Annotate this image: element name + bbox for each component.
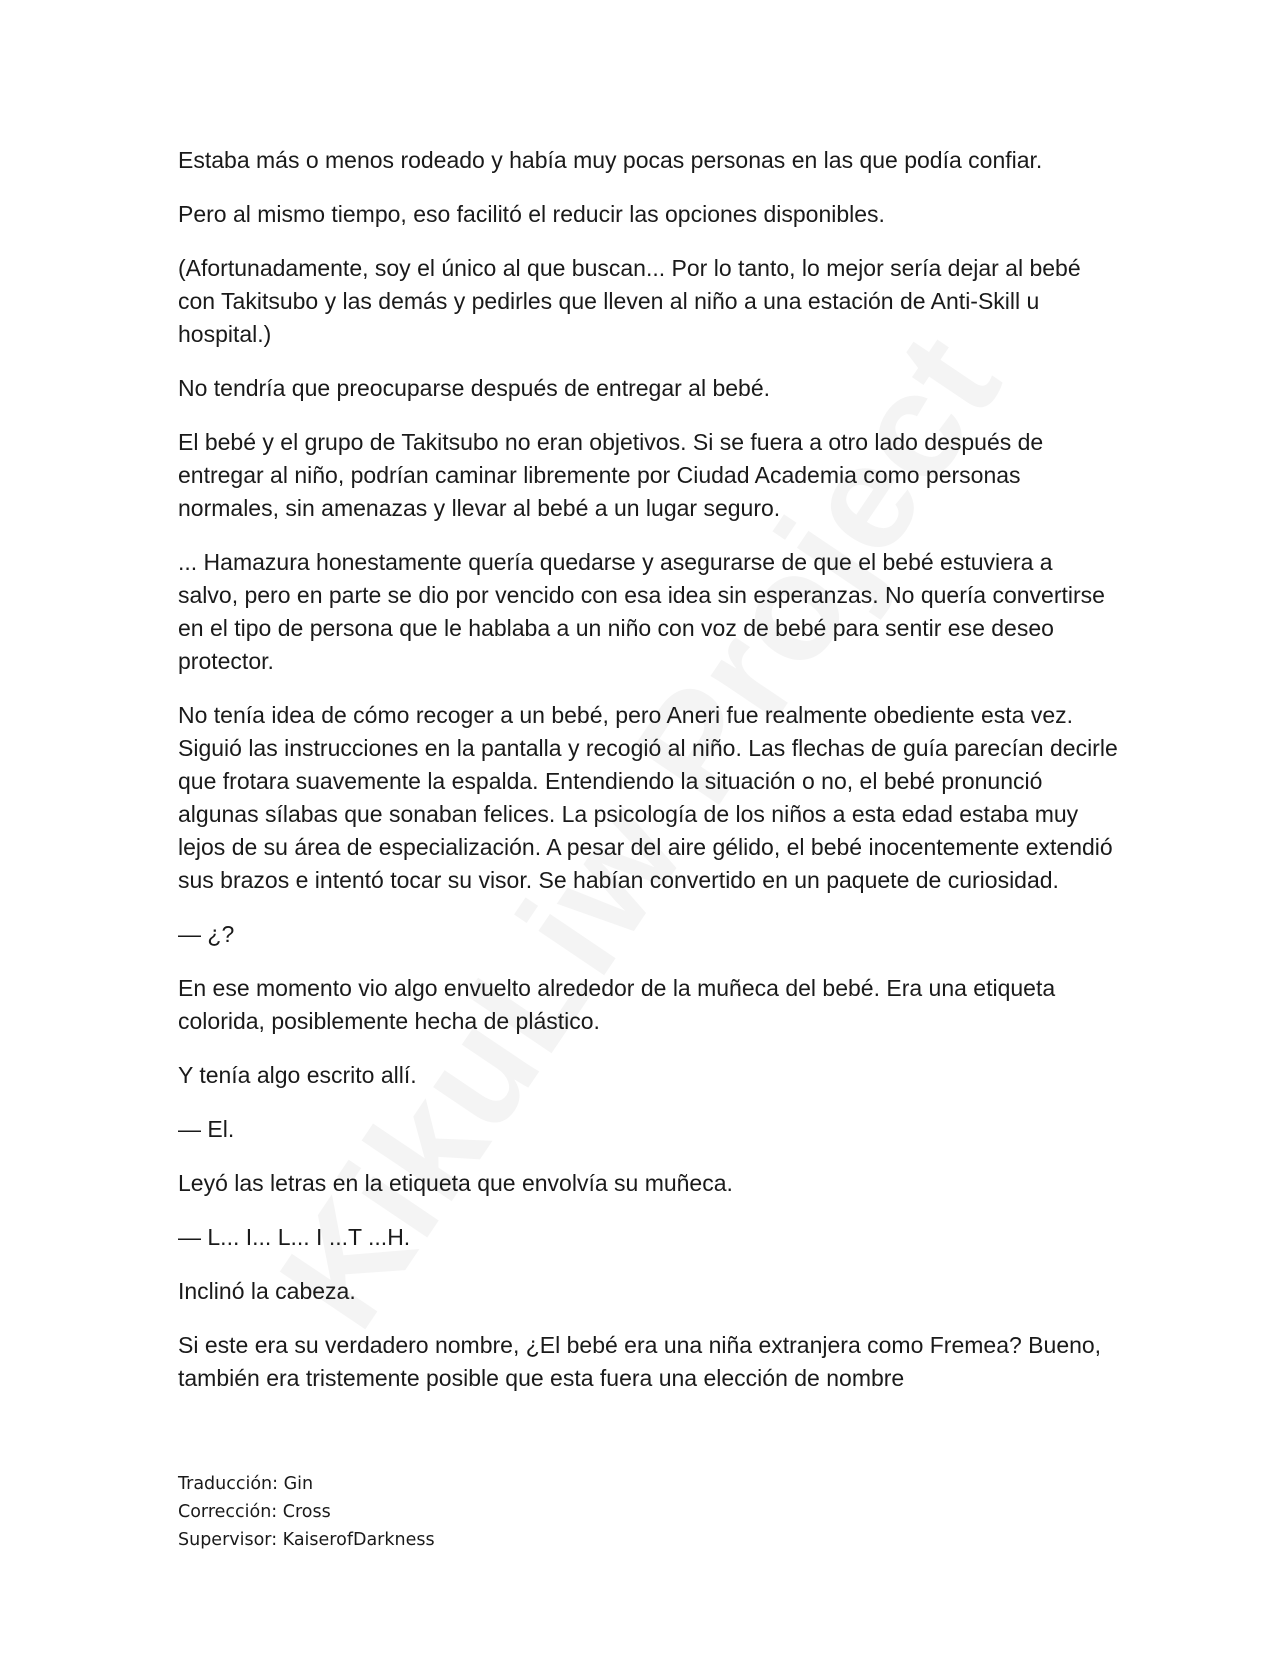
paragraph: Pero al mismo tiempo, eso facilitó el reducir las opciones disponibles. bbox=[178, 201, 885, 227]
paragraph: Inclinó la cabeza. bbox=[178, 1278, 356, 1304]
credit-correction: Corrección: Cross bbox=[178, 1502, 331, 1522]
paragraph: Si este era su verdadero nombre, ¿El bebé era una niña extranjera como Fremea? Bueno, también era tristemente posible que esta fuera una elección de nombre bbox=[178, 1332, 1102, 1391]
paragraph: (Afortunadamente, soy el único al que buscan... Por lo tanto, lo mejor sería dejar al bebé con Takitsubo y las demás y pedirles que lleven al niño a una estación de Anti-Skill u hospital.) bbox=[178, 255, 1081, 347]
paragraph: Estaba más o menos rodeado y había muy pocas personas en las que podía confiar. bbox=[178, 147, 1043, 173]
credit-translation: Traducción: Gin bbox=[178, 1474, 314, 1494]
paragraph: — L... I... L... I ...T ...H. bbox=[178, 1224, 411, 1250]
paragraph: No tendría que preocuparse después de entregar al bebé. bbox=[178, 375, 771, 401]
body-text bbox=[178, 144, 1118, 1416]
credits-footer bbox=[178, 1470, 435, 1554]
paragraph: No tenía idea de cómo recoger a un bebé, pero Aneri fue realmente obediente esta vez. Siguió las instrucciones en la pantalla y recogió al niño. Las flechas de guía parecían decirle que frotara suavemente la espalda. Entendiendo la situación o no, el bebé pronunció algunas sílabas que sonaban felices. La psicología de los niños a esta edad estaba muy lejos de su área de especialización. A pesar del aire gélido, el bebé inocentemente extendió sus brazos e intentó tocar su visor. Se habían convertido en un paquete de curiosidad. bbox=[178, 702, 1118, 893]
paragraph: Leyó las letras en la etiqueta que envolvía su muñeca. bbox=[178, 1170, 733, 1196]
paragraph: ... Hamazura honestamente quería quedarse y asegurarse de que el bebé estuviera a salvo, pero en parte se dio por vencido con esa idea sin esperanzas. No quería convertirse en el tipo de persona que le hablaba a un niño con voz de bebé para sentir ese deseo protector. bbox=[178, 549, 1105, 674]
paragraph: En ese momento vio algo envuelto alrededor de la muñeca del bebé. Era una etiqueta colorida, posiblemente hecha de plástico. bbox=[178, 975, 1056, 1034]
paragraph: Y tenía algo escrito allí. bbox=[178, 1062, 417, 1088]
paragraph: El bebé y el grupo de Takitsubo no eran objetivos. Si se fuera a otro lado después de entregar al niño, podrían caminar libremente por Ciudad Academia como personas normales, sin amenazas y llevar al bebé a un lugar seguro. bbox=[178, 429, 1044, 521]
paragraph: — ¿? bbox=[178, 921, 235, 947]
credit-supervisor: Supervisor: KaiserofDarkness bbox=[178, 1530, 435, 1550]
paragraph: — El. bbox=[178, 1116, 235, 1142]
